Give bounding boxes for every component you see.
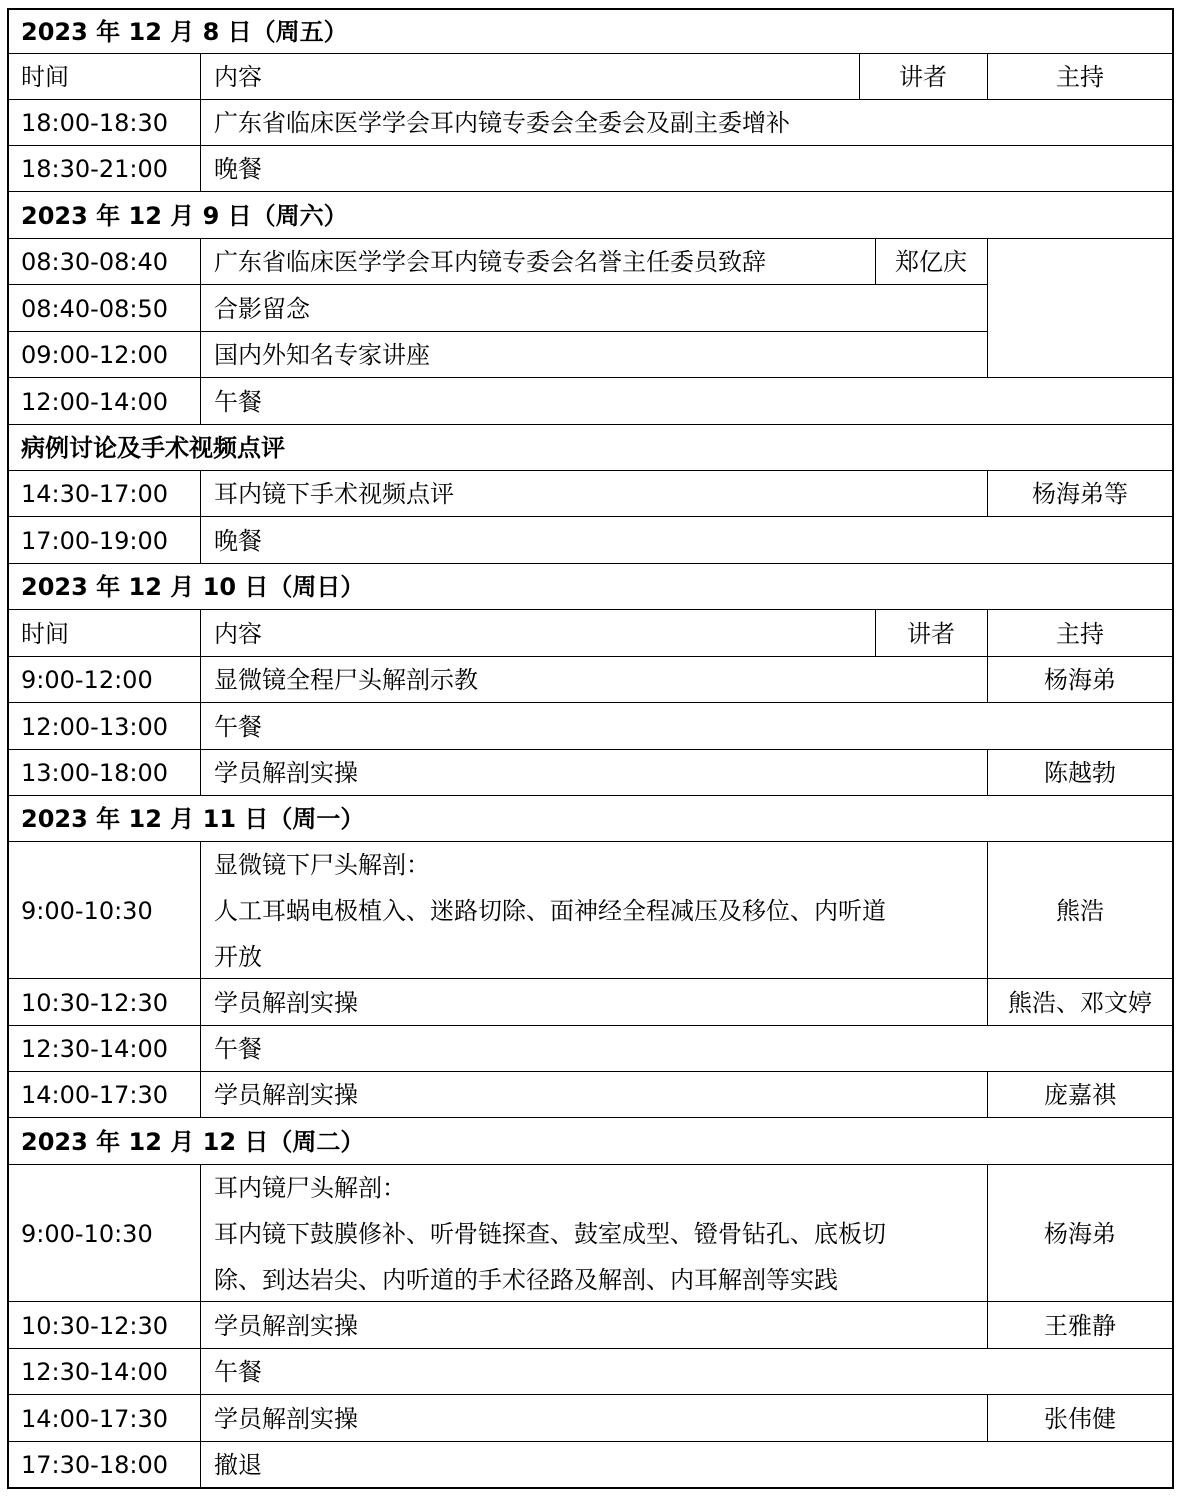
row-divider xyxy=(7,424,1174,425)
time-cell: 12:00-13:00 xyxy=(21,712,168,741)
content-cell: 广东省临床医学学会耳内镜专委会全委会及副主委增补 xyxy=(214,109,790,137)
header-content: 内容 xyxy=(214,619,262,648)
column-divider xyxy=(987,841,988,1026)
time-cell: 14:30-17:00 xyxy=(21,480,168,508)
content-cell: 广东省临床医学学会耳内镜专委会名誉主任委员致辞 xyxy=(214,248,766,276)
row-divider xyxy=(7,1394,1174,1395)
table-border xyxy=(7,8,1174,10)
row-divider xyxy=(7,470,1174,471)
content-cell-multiline xyxy=(201,842,987,979)
time-cell: 18:00-18:30 xyxy=(21,109,168,137)
content-cell: 晚餐 xyxy=(214,155,262,183)
time-cell: 17:30-18:00 xyxy=(21,1451,168,1479)
time-cell: 08:30-08:40 xyxy=(21,248,168,276)
row-divider xyxy=(7,702,1174,703)
content-cell: 学员解剖实操 xyxy=(214,988,358,1017)
host-cell: 杨海弟等 xyxy=(1032,480,1128,508)
content-cell: 午餐 xyxy=(214,1358,262,1386)
row-divider xyxy=(7,516,1174,517)
content-cell: 学员解剖实操 xyxy=(214,1081,358,1109)
header-speaker: 讲者 xyxy=(907,619,955,648)
time-cell: 09:00-12:00 xyxy=(21,341,168,369)
content-line: 开放 xyxy=(214,942,262,971)
row-divider xyxy=(7,1071,1174,1072)
time-cell: 9:00-10:30 xyxy=(21,896,153,925)
content-cell: 学员解剖实操 xyxy=(214,1404,358,1433)
time-cell: 14:00-17:30 xyxy=(21,1404,168,1433)
row-divider xyxy=(7,377,1174,378)
host-cell: 陈越勃 xyxy=(1044,759,1116,787)
row-divider xyxy=(7,99,1174,100)
content-cell: 午餐 xyxy=(214,1035,262,1063)
header-speaker: 讲者 xyxy=(899,63,947,91)
row-divider xyxy=(7,795,1174,796)
row-divider xyxy=(7,191,1174,192)
table-border xyxy=(7,1487,1174,1489)
row-divider xyxy=(7,1025,1174,1026)
content-cell: 合影留念 xyxy=(214,294,310,323)
column-divider xyxy=(875,609,876,657)
time-cell: 10:30-12:30 xyxy=(21,988,168,1017)
time-cell: 17:00-19:00 xyxy=(21,526,168,555)
content-line: 耳内镜尸头解剖： xyxy=(214,1173,406,1202)
column-divider xyxy=(987,749,988,796)
row-divider xyxy=(7,1164,1174,1165)
time-cell: 10:30-12:30 xyxy=(21,1311,168,1340)
content-cell: 学员解剖实操 xyxy=(214,1311,358,1340)
content-line: 显微镜下尸头解剖： xyxy=(214,850,430,879)
column-divider xyxy=(987,470,988,517)
header-host: 主持 xyxy=(1056,619,1104,648)
row-divider xyxy=(7,238,1174,239)
column-divider xyxy=(200,53,201,192)
time-cell: 18:30-21:00 xyxy=(21,155,168,183)
host-cell: 熊浩 xyxy=(1056,896,1104,925)
day-title: 2023 年 12 月 8 日（周五） xyxy=(21,17,348,46)
row-divider xyxy=(7,656,1174,657)
column-divider xyxy=(200,1164,201,1488)
header-time: 时间 xyxy=(21,619,69,648)
column-divider xyxy=(200,238,201,425)
content-cell: 耳内镜下手术视频点评 xyxy=(214,480,454,508)
row-divider xyxy=(7,53,1174,54)
content-line: 除、到达岩尖、内听道的手术径路及解剖、内耳解剖等实践 xyxy=(214,1265,838,1294)
time-cell: 14:00-17:30 xyxy=(21,1081,168,1109)
row-divider xyxy=(7,331,987,332)
header-host: 主持 xyxy=(1056,63,1104,91)
content-line: 人工耳蜗电极植入、迷路切除、面神经全程减压及移位、内听道 xyxy=(214,896,886,925)
host-cell: 王雅静 xyxy=(1044,1311,1116,1340)
column-divider xyxy=(987,1394,988,1442)
row-divider xyxy=(7,145,1174,146)
host-cell: 张伟健 xyxy=(1044,1404,1116,1433)
column-divider xyxy=(875,238,876,285)
column-divider xyxy=(987,1071,988,1118)
content-cell: 国内外知名专家讲座 xyxy=(214,341,430,369)
row-divider xyxy=(7,749,1174,750)
content-cell: 学员解剖实操 xyxy=(214,759,358,787)
column-divider xyxy=(987,1164,988,1349)
day-title: 2023 年 12 月 11 日（周一） xyxy=(21,805,365,833)
content-cell: 午餐 xyxy=(214,712,262,741)
column-divider xyxy=(200,609,201,796)
column-divider xyxy=(200,470,201,564)
column-divider xyxy=(859,53,860,100)
content-cell: 撤退 xyxy=(214,1451,262,1479)
content-cell-multiline xyxy=(201,1165,987,1302)
column-divider xyxy=(987,609,988,703)
row-divider xyxy=(7,284,987,285)
time-cell: 12:00-14:00 xyxy=(21,387,168,416)
content-line: 耳内镜下鼓膜修补、听骨链探查、鼓室成型、镫骨钻孔、底板切 xyxy=(214,1219,886,1248)
column-divider xyxy=(987,238,988,378)
row-divider xyxy=(7,1348,1174,1349)
host-cell: 庞嘉祺 xyxy=(1044,1081,1116,1109)
time-cell: 9:00-10:30 xyxy=(21,1219,153,1248)
time-cell: 12:30-14:00 xyxy=(21,1035,168,1063)
day-title: 2023 年 12 月 12 日（周二） xyxy=(21,1127,365,1156)
time-cell: 13:00-18:00 xyxy=(21,759,168,787)
header-time: 时间 xyxy=(21,63,69,91)
row-divider xyxy=(7,1117,1174,1118)
section-title: 病例讨论及手术视频点评 xyxy=(21,434,285,462)
row-divider xyxy=(7,841,1174,842)
time-cell: 08:40-08:50 xyxy=(21,294,168,323)
column-divider xyxy=(987,53,988,100)
host-cell: 熊浩、邓文婷 xyxy=(1008,988,1152,1017)
speaker-cell: 郑亿庆 xyxy=(895,248,967,276)
host-cell: 杨海弟 xyxy=(1044,666,1116,694)
time-cell: 12:30-14:00 xyxy=(21,1358,168,1386)
day-title: 2023 年 12 月 10 日（周日） xyxy=(21,573,365,601)
row-divider xyxy=(7,978,1174,979)
column-divider xyxy=(200,841,201,1118)
row-divider xyxy=(7,563,1174,564)
host-cell: 杨海弟 xyxy=(1044,1219,1116,1248)
content-cell: 晚餐 xyxy=(214,526,262,555)
content-cell: 显微镜全程尸头解剖示教 xyxy=(214,666,478,694)
row-divider xyxy=(7,1441,1174,1442)
row-divider xyxy=(7,1301,1174,1302)
header-content: 内容 xyxy=(214,63,262,91)
time-cell: 9:00-12:00 xyxy=(21,666,153,694)
row-divider xyxy=(7,609,1174,610)
day-title: 2023 年 12 月 9 日（周六） xyxy=(21,201,348,230)
content-cell: 午餐 xyxy=(214,387,262,416)
